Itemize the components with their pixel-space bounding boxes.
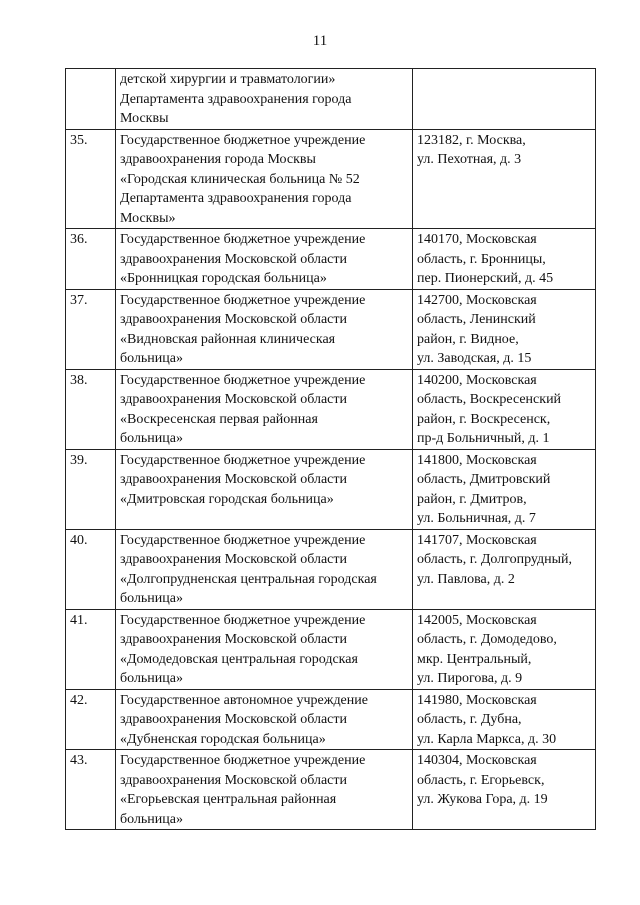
institution-name-line: «Городская клиническая больница № 52 xyxy=(120,171,360,187)
table-row xyxy=(66,449,596,529)
institutions-table xyxy=(65,68,596,830)
institution-name-line: здравоохранения Московской области xyxy=(120,251,348,267)
row-number: 41. xyxy=(66,609,116,689)
address-line: ул. Карла Маркса, д. 30 xyxy=(417,731,557,747)
table-body xyxy=(66,69,596,830)
address-line: ул. Пирогова, д. 9 xyxy=(417,671,523,686)
institution-name xyxy=(116,609,413,689)
institution-name-line: Государственное бюджетное учреждение xyxy=(120,372,366,388)
address-line: ул. Пехотная, д. 3 xyxy=(417,152,522,167)
institution-name-line: Департамента здравоохранения города xyxy=(120,91,352,107)
institution-address xyxy=(413,609,596,689)
table-row xyxy=(66,609,596,689)
address-line: 140200, Московская xyxy=(417,372,537,388)
institution-name-line: «Бронницкая городская больница» xyxy=(120,271,327,286)
institution-name-line: Государственное бюджетное учреждение xyxy=(120,292,366,308)
address-line: 140304, Московская xyxy=(417,753,537,768)
table-row xyxy=(66,229,596,290)
row-number: 39. xyxy=(66,449,116,529)
row-number xyxy=(66,69,116,130)
institution-name-line: здравоохранения Московской области xyxy=(120,472,348,487)
institution-address xyxy=(413,369,596,449)
institution-address xyxy=(413,129,596,229)
institution-name-line: больница» xyxy=(120,431,183,446)
table-row xyxy=(66,529,596,609)
institution-name-line: «Видновская районная клиническая xyxy=(120,331,336,347)
institution-name xyxy=(116,529,413,609)
address-line: ул. Павлова, д. 2 xyxy=(417,571,515,587)
address-line: пр-д Больничный, д. 1 xyxy=(417,431,550,446)
institution-name-line: здравоохранения города Москвы xyxy=(120,152,316,167)
institution-name-line: «Долгопрудненская центральная городская xyxy=(120,571,377,587)
page-number: 11 xyxy=(312,33,328,49)
institution-name xyxy=(116,289,413,369)
institution-address xyxy=(413,689,596,750)
institution-name-line: здравоохранения Московской области xyxy=(120,772,348,788)
institution-address xyxy=(413,289,596,369)
institution-address xyxy=(413,69,596,130)
address-line: мкр. Центральный, xyxy=(417,651,532,667)
institution-name xyxy=(116,369,413,449)
address-line: 142005, Московская xyxy=(417,612,537,628)
address-line: область, г. Дубна, xyxy=(417,712,522,727)
institution-name-line: Москвы» xyxy=(120,210,176,226)
institution-name-line: Государственное бюджетное учреждение xyxy=(120,753,366,768)
institution-name-line: Государственное бюджетное учреждение xyxy=(120,132,366,148)
institution-name-line: «Дубненская городская больница» xyxy=(120,731,326,747)
address-line: пер. Пионерский, д. 45 xyxy=(417,271,554,286)
institution-name-line: больница» xyxy=(120,591,183,606)
institution-name xyxy=(116,69,413,130)
address-line: область, г. Долгопрудный, xyxy=(417,552,573,567)
row-number: 37. xyxy=(66,289,116,369)
institution-name-line: детской хирургии и травматологии» xyxy=(120,72,336,87)
row-number: 40. xyxy=(66,529,116,609)
institution-name xyxy=(116,229,413,290)
institution-name xyxy=(116,750,413,830)
institution-name-line: «Егорьевская центральная районная xyxy=(120,792,337,807)
address-line: область, Дмитровский xyxy=(417,472,551,487)
table-row xyxy=(66,289,596,369)
table-row xyxy=(66,129,596,229)
table-row xyxy=(66,750,596,830)
institution-address xyxy=(413,229,596,290)
address-line: область, Ленинский xyxy=(417,312,536,327)
table-row xyxy=(66,689,596,750)
institution-name-line: Москвы xyxy=(120,111,169,126)
institution-name-line: Государственное автономное учреждение xyxy=(120,692,368,708)
address-line: 141800, Московская xyxy=(417,452,537,468)
institution-name-line: Департамента здравоохранения города xyxy=(120,191,352,206)
institution-name-line: больница» xyxy=(120,671,183,686)
institution-name-line: здравоохранения Московской области xyxy=(120,632,348,647)
institution-address xyxy=(413,449,596,529)
institution-name-line: Государственное бюджетное учреждение xyxy=(120,612,366,628)
address-line: 123182, г. Москва, xyxy=(417,132,526,148)
address-line: область, Воскресенский xyxy=(417,392,562,407)
address-line: ул. Больничная, д. 7 xyxy=(417,511,536,526)
address-line: 141980, Московская xyxy=(417,692,537,708)
address-line: область, г. Егорьевск, xyxy=(417,772,545,788)
institution-name-line: «Дмитровская городская больница» xyxy=(120,491,334,507)
table-row xyxy=(66,369,596,449)
institution-name-line: больница» xyxy=(120,351,183,366)
institution-name-line: здравоохранения Московской области xyxy=(120,712,348,727)
institution-name-line: здравоохранения Московской области xyxy=(120,392,348,407)
address-line: ул. Заводская, д. 15 xyxy=(417,351,532,366)
institution-name-line: «Домодедовская центральная городская xyxy=(120,651,358,667)
row-number: 36. xyxy=(66,229,116,290)
row-number: 38. xyxy=(66,369,116,449)
address-line: область, г. Домодедово, xyxy=(417,632,557,647)
institution-name-line: Государственное бюджетное учреждение xyxy=(120,452,366,468)
address-line: район, г. Видное, xyxy=(417,331,519,347)
row-number: 42. xyxy=(66,689,116,750)
institution-name xyxy=(116,449,413,529)
institution-name-line: здравоохранения Московской области xyxy=(120,552,348,567)
address-line: ул. Жукова Гора, д. 19 xyxy=(417,792,548,807)
address-line: 140170, Московская xyxy=(417,232,537,247)
institution-name-line: Государственное бюджетное учреждение xyxy=(120,532,366,548)
address-line: область, г. Бронницы, xyxy=(417,251,546,267)
institution-address xyxy=(413,750,596,830)
row-number: 35. xyxy=(66,129,116,229)
address-line: район, г. Воскресенск, xyxy=(417,411,551,427)
institution-name xyxy=(116,129,413,229)
institution-name-line: «Воскресенская первая районная xyxy=(120,411,318,427)
institution-name xyxy=(116,689,413,750)
row-number: 43. xyxy=(66,750,116,830)
institution-name-line: здравоохранения Московской области xyxy=(120,312,348,327)
address-line: 142700, Московская xyxy=(417,292,537,308)
address-line: 141707, Московская xyxy=(417,532,537,548)
table-row xyxy=(66,69,596,130)
institution-name-line: больница» xyxy=(120,811,183,827)
institution-address xyxy=(413,529,596,609)
address-line: район, г. Дмитров, xyxy=(417,491,527,507)
institution-name-line: Государственное бюджетное учреждение xyxy=(120,232,366,247)
